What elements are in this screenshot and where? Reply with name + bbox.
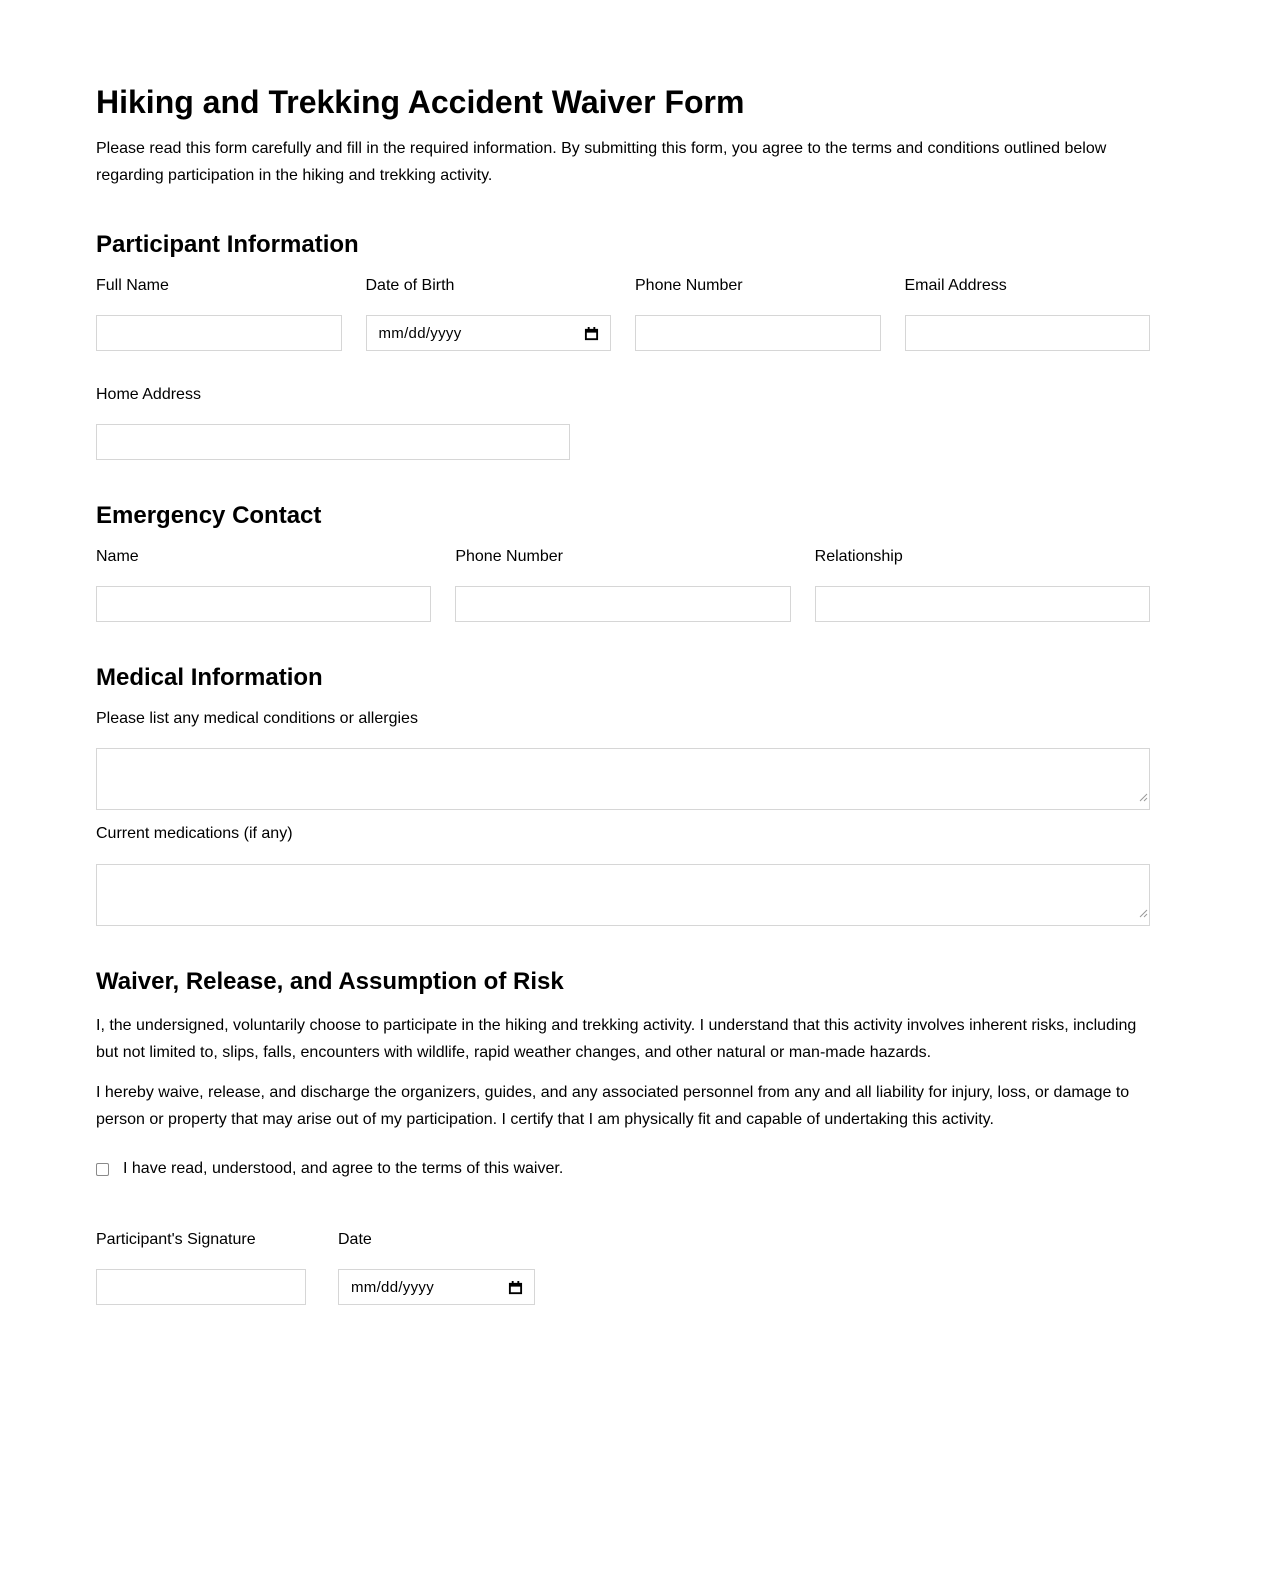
emergency-fields-row [96, 547, 1150, 622]
dob-label: Date of Birth [365, 276, 455, 294]
signature-label: Participant's Signature [96, 1231, 256, 1249]
intro-text: Please read this form carefully and fill in the required information. By submitting this form, you agree to the terms and conditions outlined below regarding participation in the hiking and trekking activity. [96, 139, 1107, 184]
date-placeholder: mm/dd/yyyy [351, 1278, 435, 1296]
medical-conditions-textarea[interactable] [96, 748, 1150, 810]
phone-input[interactable] [635, 315, 881, 351]
phone-field-group [635, 276, 881, 351]
full-name-field-group [96, 276, 342, 351]
medications-field-group [96, 824, 1150, 925]
dob-field-group [366, 276, 612, 351]
emergency-phone-field-group [455, 547, 790, 622]
emergency-phone-label: Phone Number [455, 548, 563, 566]
emergency-name-label: Name [96, 548, 139, 566]
emergency-name-input[interactable] [96, 586, 431, 622]
participant-fields-row [96, 276, 1150, 351]
phone-label: Phone Number [635, 276, 743, 294]
section-heading-medical: Medical Information [96, 664, 323, 692]
page-title: Hiking and Trekking Accident Waiver Form [96, 84, 745, 120]
email-field-group [905, 276, 1151, 351]
agree-label: I have read, understood, and agree to the terms of this waiver. [123, 1160, 564, 1178]
dob-placeholder: mm/dd/yyyy [378, 324, 462, 342]
waiver-paragraph-1: I, the undersigned, voluntarily choose to participate in the hiking and trekking activity. I understand that this activity involves inherent risks, including but not limited to, slips, falls, encounters with wildlife, rapid weather changes, and other natural or man-made hazards. [96, 1017, 1137, 1062]
medical-conditions-label: Please list any medical conditions or allergies [96, 710, 418, 728]
emergency-phone-input[interactable] [455, 586, 790, 622]
section-heading-participant: Participant Information [96, 231, 359, 259]
medications-textarea[interactable] [96, 864, 1150, 926]
agree-checkbox[interactable] [96, 1163, 109, 1176]
home-address-field-group [96, 385, 570, 460]
medications-label: Current medications (if any) [96, 825, 293, 843]
calendar-icon[interactable] [508, 1280, 523, 1295]
home-address-label: Home Address [96, 386, 201, 404]
email-label: Email Address [904, 276, 1007, 294]
signature-row [96, 1230, 1150, 1305]
calendar-icon[interactable] [584, 326, 599, 341]
emergency-relationship-input[interactable] [815, 586, 1150, 622]
dob-input[interactable] [366, 315, 612, 351]
agreement-row [96, 1155, 1150, 1182]
email-input[interactable] [905, 315, 1151, 351]
medical-conditions-field-group [96, 709, 1150, 810]
waiver-paragraph-2: I hereby waive, release, and discharge the organizers, guides, and any associated personnel from any and all liability for injury, loss, or damage to person or property that may arise out of my participation. I certify that I am physically fit and capable of undertaking this activity. [96, 1083, 1130, 1128]
waiver-form [96, 0, 1150, 1305]
medical-conditions-textarea-wrap [96, 748, 1150, 810]
section-heading-waiver: Waiver, Release, and Assumption of Risk [96, 967, 564, 995]
medications-textarea-wrap [96, 864, 1150, 926]
home-address-input[interactable] [96, 424, 570, 460]
date-field-group [338, 1230, 535, 1305]
full-name-input[interactable] [96, 315, 342, 351]
signature-field-group [96, 1230, 306, 1305]
full-name-label: Full Name [96, 276, 169, 294]
date-label: Date [338, 1231, 372, 1249]
emergency-name-field-group [96, 547, 431, 622]
emergency-relationship-label: Relationship [814, 548, 903, 566]
section-heading-emergency: Emergency Contact [96, 502, 322, 530]
date-input[interactable] [338, 1269, 535, 1305]
emergency-relationship-field-group [815, 547, 1150, 622]
signature-input[interactable] [96, 1269, 306, 1305]
